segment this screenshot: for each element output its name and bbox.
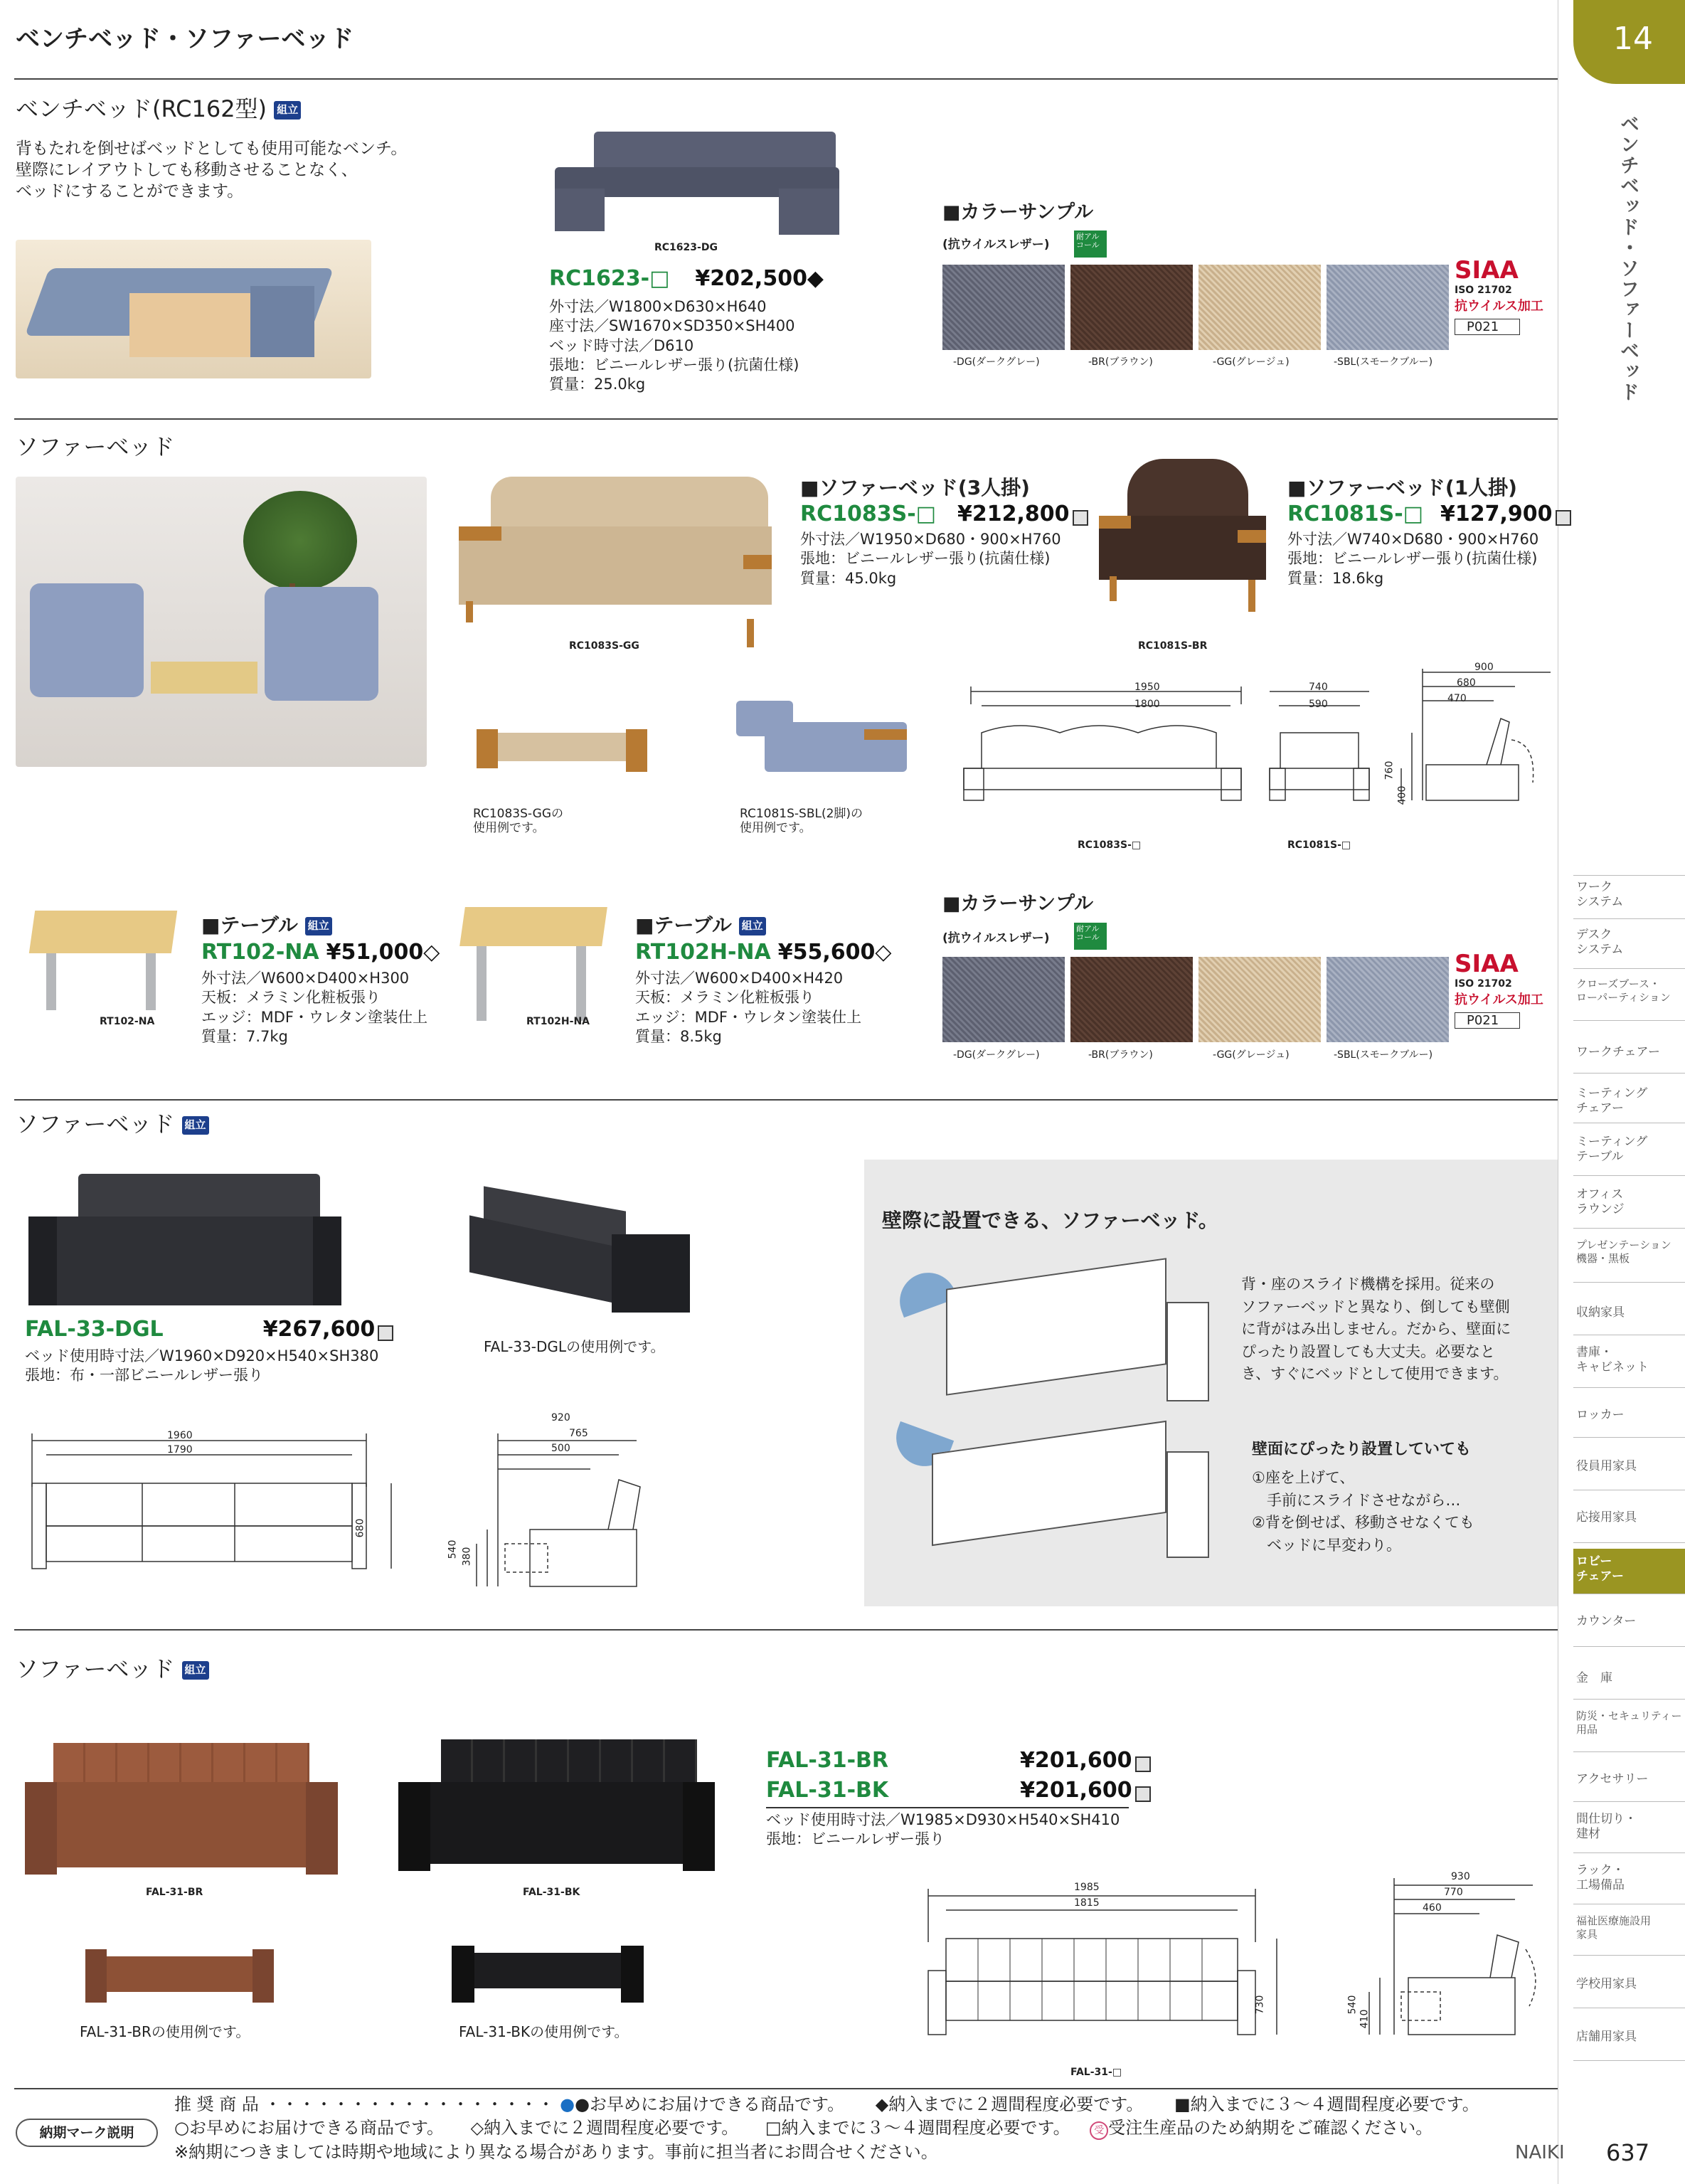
sidebar-item[interactable]: ロッカー: [1573, 1394, 1685, 1438]
dim-caption: RC1081S-□: [1287, 839, 1351, 851]
dim-label: 410: [1359, 2009, 1371, 2029]
footer-row1: 推 奨 商 品 ・・・・・・・・・・・・・・・・・ ●●お早めにお届けできる商品です。 ◆納入までに２週間程度必要です。 ■納入までに３〜４週間程度必要です。: [174, 2094, 1479, 2114]
sidebar-item[interactable]: デスク システム: [1573, 925, 1685, 969]
fal31bk-bed-image: [452, 1946, 644, 2003]
fal31bk-use-caption: FAL-31-BKの使用例です。: [459, 2023, 629, 2040]
feature-steps: ①座を上げて、 手前にスライドさせながら… ②背を倒せば、移動させなくても ベッドに早変わり。: [1252, 1469, 1474, 1554]
dim-label: 740: [1309, 682, 1328, 693]
sofa3-bed-image: [477, 726, 647, 779]
section-divider: [14, 78, 1558, 80]
sofa3-specs: 外寸法／W1950×D680・900×H760 張地：ビニールレザー張り(抗菌仕様) 質量：45.0kg: [800, 531, 1061, 587]
dim-caption: RC1083S-□: [1078, 839, 1142, 851]
table1-caption: RT102-NA: [100, 1016, 155, 1027]
swatch-gg: [1198, 957, 1321, 1042]
sidebar-item[interactable]: ラック・ 工場備品: [1573, 1859, 1685, 1904]
dim-label: 590: [1309, 699, 1328, 710]
sofa1-caption: RC1081S-BR: [1138, 640, 1208, 652]
order-made-icon: 受: [1090, 2121, 1108, 2140]
table2-specs: 外寸法／W600×D400×H420 天板：メラミン化粧板張り エッジ：MDF・ウレタン塗装仕上 質量：8.5kg: [635, 970, 862, 1045]
legend-circle-blue: ●: [560, 2094, 575, 2114]
dim-label: 470: [1447, 693, 1467, 704]
swatch-label: -DG(ダークグレー): [953, 1049, 1040, 1061]
sidebar-item[interactable]: 応接用家具: [1573, 1496, 1685, 1543]
bench-image: [555, 132, 839, 238]
delivery-legend-label: 納期マーク説明: [16, 2119, 158, 2147]
section4-heading: ソファーベッド 組立: [16, 1656, 209, 1682]
dim-label: 730: [1254, 1995, 1266, 2015]
fal31br-bed-image: [85, 1949, 274, 2003]
dim-label: 540: [447, 1539, 459, 1559]
table2-title: ■テーブル 組立: [635, 914, 766, 937]
dim-caption: FAL-31-□: [1070, 2067, 1122, 2078]
sofa1-model-row: RC1081S-□ ¥127,900: [1287, 502, 1571, 527]
section-divider: [14, 1099, 1558, 1101]
brand: NAIKI: [1515, 2142, 1565, 2163]
color-sample-title: ■カラーサンプル: [942, 201, 1094, 223]
dim-label: 1985: [1074, 1882, 1100, 1893]
color-sample-sub: (抗ウイルスレザー): [942, 238, 1050, 252]
dim-label: 760: [1383, 760, 1396, 780]
sidebar-item[interactable]: プレゼンテーション 機器・黒板: [1573, 1234, 1685, 1283]
dim-label: 920: [551, 1412, 570, 1424]
swatch-label: -SBL(スモークブルー): [1334, 1049, 1433, 1061]
sofa1-specs: 外寸法／W740×D680・900×H760 張地：ビニールレザー張り(抗菌仕様) 質量：18.6kg: [1287, 531, 1539, 587]
sidebar-item[interactable]: ミーティング チェアー: [1573, 1079, 1685, 1123]
table1-image: [32, 911, 174, 1017]
bench-specs: 外寸法／W1800×D630×H640 座寸法／SW1670×SD350×SH400 ベッド時寸法／D610 張地：ビニールレザー張り(抗菌仕様) 質量：25.0kg: [549, 298, 799, 393]
swatch-label: -BR(ブラウン): [1088, 356, 1153, 368]
dim-label: 1790: [167, 1444, 193, 1456]
section1-heading: ベンチベッド(RC162型) 組立: [16, 96, 301, 122]
dim-label: 380: [461, 1547, 473, 1567]
section3-heading: ソファーベッド 組立: [16, 1111, 209, 1138]
swatch-dg: [942, 265, 1065, 350]
table1-title: ■テーブル 組立: [201, 914, 332, 937]
dim-label: 765: [569, 1428, 588, 1439]
sidebar-item[interactable]: 金 庫: [1573, 1653, 1685, 1700]
swatch-label: -SBL(スモークブルー): [1334, 356, 1433, 368]
page-title: ベンチベッド・ソファーベッド: [16, 25, 354, 53]
fal33-use-caption: FAL-33-DGLの使用例です。: [484, 1338, 665, 1355]
swatch-label: -GG(グレージュ): [1213, 356, 1290, 368]
dim-label: 900: [1474, 662, 1494, 673]
side-title: ベンチベッド・ソファーベッド: [1617, 114, 1639, 403]
swatch-br: [1070, 265, 1193, 350]
sofa3-caption: RC1083S-GG: [569, 640, 639, 652]
fal33-specs: ベッド使用時寸法／W1960×D920×H540×SH380 張地：布・一部ビニールレザー張り: [25, 1347, 379, 1384]
footer-row2: ○お早めにお届けできる商品です。 ◇納入までに２週間程度必要です。 □納入までに３〜４週間程度必要です。 受 受注生産品のため納期をご確認ください。: [174, 2119, 1432, 2140]
fal31-specs: ベッド使用時寸法／W1985×D930×H540×SH410 張地：ビニールレザー張り: [766, 1811, 1120, 1848]
sidebar-item[interactable]: 店舗用家具: [1573, 2014, 1685, 2061]
page-number: 637: [1606, 2139, 1650, 2166]
fal31br-image: [25, 1743, 338, 1875]
fal31br-use-caption: FAL-31-BRの使用例です。: [80, 2023, 250, 2040]
dim-label: 500: [551, 1443, 570, 1454]
footer-note: ※納期につきましては時期や地域により異なる場合があります。事前に担当者にお問合せください。: [174, 2142, 938, 2162]
table2-caption: RT102H-NA: [526, 1016, 590, 1027]
fal31bk-caption: FAL-31-BK: [523, 1887, 580, 1898]
bench-caption: RC1623-DG: [654, 242, 718, 253]
footer-rule: [14, 2088, 1558, 2089]
table1-model-row: RT102-NA ¥51,000◇: [201, 940, 440, 965]
sofa3-use-caption: RC1083S-GGの 使用例です。: [473, 807, 563, 835]
dim-label: 930: [1451, 1871, 1470, 1882]
fal33-image: [28, 1174, 341, 1309]
sofa3-model-row: RC1083S-□ ¥212,800: [800, 502, 1088, 527]
bench-photo: [16, 240, 371, 378]
table2-model-row: RT102H-NA ¥55,600◇: [635, 940, 892, 965]
fal33-bed-image: [469, 1192, 690, 1320]
sofa1-use-caption: RC1081S-SBL(2脚)の 使用例です。: [740, 807, 863, 835]
swatch-label: -GG(グレージュ): [1213, 1049, 1290, 1061]
alcohol-tag: 耐アルコール: [1074, 923, 1107, 950]
sidebar-item[interactable]: 間仕切り・ 建材: [1573, 1808, 1685, 1853]
alcohol-tag: 耐アルコール: [1074, 230, 1107, 258]
lounge-photo: [16, 477, 427, 767]
sofa1-bed-image: [736, 701, 910, 779]
feature-text: 背・座のスライド機構を採用。従来の ソファーベッドと異なり、倒しても壁側 に背がはみ出しません。だから、壁面に ぴったり設置しても大丈夫。必要なと き、すぐにベッドとして使用できます。: [1241, 1276, 1511, 1382]
dim-label: 460: [1423, 1902, 1442, 1914]
sofa3-image: [459, 477, 772, 647]
swatch-label: -BR(ブラウン): [1088, 1049, 1153, 1061]
model-underline: [766, 1807, 1129, 1808]
feature-title: 壁際に設置できる、ソファーベッド。: [882, 1209, 1218, 1232]
sidebar-item[interactable]: 書庫・ キャビネット: [1573, 1341, 1685, 1388]
siaa-mark: SIAA ISO 21702 抗ウイルス加工 P021: [1455, 256, 1543, 334]
sidebar-item[interactable]: ワーク システム: [1573, 875, 1685, 919]
dim-label: 680: [1457, 677, 1476, 689]
dim-label: 770: [1444, 1887, 1463, 1898]
sidebar-item[interactable]: 学校用家具: [1573, 1961, 1685, 2008]
sofa1-title: ■ソファーベッド(1人掛): [1287, 476, 1517, 499]
sidebar-item[interactable]: カウンター: [1573, 1600, 1685, 1647]
table1-specs: 外寸法／W600×D400×H300 天板：メラミン化粧板張り エッジ：MDF・ウレタン塗装仕上 質量：7.7kg: [201, 970, 428, 1045]
swatch-gg: [1198, 265, 1321, 350]
dim-label: 1815: [1074, 1897, 1100, 1909]
sidebar-item[interactable]: ワークチェアー: [1573, 1027, 1685, 1074]
fal31bk-image: [398, 1739, 715, 1875]
section-divider: [14, 1629, 1558, 1631]
swatch-br: [1070, 957, 1193, 1042]
sidebar-item[interactable]: ミーティング テーブル: [1573, 1129, 1685, 1176]
fal31br-model-row: FAL-31-BR ¥201,600: [766, 1749, 1151, 1774]
swatch-sbl: [1327, 957, 1449, 1042]
fal33-model-row: FAL-33-DGL ¥267,600: [25, 1318, 393, 1342]
sidebar-item[interactable]: オフィス ラウンジ: [1573, 1182, 1685, 1229]
assembly-badge: 組立: [274, 101, 301, 119]
sidebar-item[interactable]: クローズブース・ ローパーティション: [1573, 975, 1685, 1021]
section-divider: [14, 418, 1558, 420]
sidebar-item[interactable]: アクセサリー: [1573, 1758, 1685, 1802]
section1-desc: 背もたれを倒せばベッドとしても使用可能なベンチ。 壁際にレイアウトしても移動させることなく、 ベッドにすることができます。: [16, 139, 408, 201]
dim-label: 400: [1396, 785, 1408, 805]
swatch-sbl: [1327, 265, 1449, 350]
bench-model-row: RC1623-□ ¥202,500◆: [549, 266, 824, 291]
rc-dimension-drawing: [953, 662, 1565, 854]
feature-illustration: [882, 1259, 1216, 1572]
sidebar-item[interactable]: 福祉医療施設用 家具: [1573, 1910, 1685, 1956]
dim-label: 680: [354, 1518, 366, 1538]
siaa-mark: SIAA ISO 21702 抗ウイルス加工 P021: [1455, 950, 1543, 1028]
dim-label: 1800: [1134, 699, 1160, 710]
dim-label: 1960: [167, 1430, 193, 1441]
sidebar-item[interactable]: 収納家具: [1573, 1288, 1685, 1335]
chapter-number: 14: [1613, 21, 1653, 57]
swatch-dg: [942, 957, 1065, 1042]
dim-label: 540: [1346, 1995, 1359, 2015]
sidebar-item-active[interactable]: ロビー チェアー: [1573, 1549, 1685, 1594]
sofa1-image: [1099, 459, 1266, 612]
color-sample-title: ■カラーサンプル: [942, 893, 1094, 915]
sofa3-title: ■ソファーベッド(3人掛): [800, 476, 1030, 499]
feature-subtitle: 壁面にぴったり設置していても: [1252, 1441, 1472, 1458]
color-sample-sub: (抗ウイルスレザー): [942, 931, 1050, 945]
sidebar-item[interactable]: 役員用家具: [1573, 1443, 1685, 1490]
fal31br-caption: FAL-31-BR: [146, 1887, 203, 1898]
swatch-label: -DG(ダークグレー): [953, 356, 1040, 368]
fal31bk-model-row: FAL-31-BK ¥201,600: [766, 1779, 1151, 1803]
section2-heading: ソファーベッド: [16, 433, 175, 460]
dim-label: 1950: [1134, 682, 1160, 693]
table2-image: [462, 907, 605, 1028]
sidebar-item[interactable]: 防災・セキュリティー 用品: [1573, 1705, 1685, 1752]
